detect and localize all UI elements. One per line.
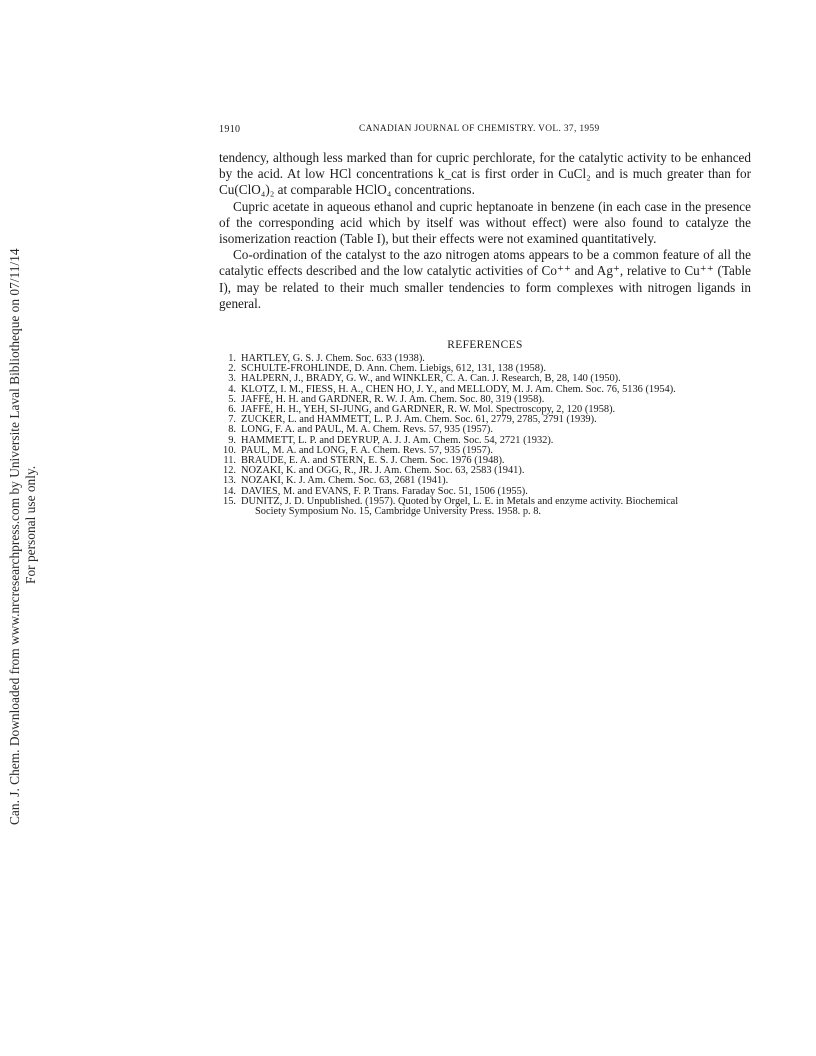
page-number: 1910 bbox=[219, 124, 241, 135]
body-text bbox=[219, 150, 751, 312]
download-notice: Can. J. Chem. Downloaded from www.nrcresearchpress.com by Universite Laval Bibliotheque on 07/11/14 bbox=[7, 248, 22, 825]
reference-item: 10. PAUL, M. A. and LONG, F. A. Chem. Revs. 57, 935 (1957). bbox=[223, 444, 493, 456]
personal-use-notice: For personal use only. bbox=[23, 465, 38, 584]
references-list bbox=[219, 354, 751, 517]
paragraph-continuation: tendency, although less marked than for cupric perchlorate, for the catalytic activity to be enhanced by the acid. At low HCl concentrations k_cat is first order in CuCl₂ and is much greater than for Cu(ClO₄)₂ at comparable HClO₄ concentrations. bbox=[219, 150, 751, 198]
reference-continuation: Society Symposium No. 15, Cambridge University Press. 1958. p. 8. bbox=[255, 506, 542, 518]
paragraph-cupric-acetate: Cupric acetate in aqueous ethanol and cupric heptanoate in benzene (in each case in the presence of the corresponding acid which by itself was without effect) were also found to catalyze the isomerization reaction (Table I), but their effects were not examined quantitatively. bbox=[219, 198, 751, 247]
reference-item: 11. BRAUDE, E. A. and STERN, E. S. J. Chem. Soc. 1976 (1948). bbox=[223, 455, 505, 467]
reference-item: 9. HAMMETT, L. P. and DEYRUP, A. J. J. Am. Chem. Soc. 54, 2721 (1932). bbox=[228, 434, 554, 446]
reference-item: 8. LONG, F. A. and PAUL, M. A. Chem. Revs. 57, 935 (1957). bbox=[228, 424, 493, 436]
reference-item: 6. JAFFÉ, H. H., YEH, SI-JUNG, and GARDNER, R. W. Mol. Spectroscopy, 2, 120 (1958). bbox=[228, 404, 616, 416]
reference-item: 2. SCHULTE-FROHLINDE, D. Ann. Chem. Liebigs, 612, 131, 138 (1958). bbox=[228, 363, 546, 375]
references-heading: REFERENCES bbox=[447, 339, 523, 351]
reference-item: 4. KLOTZ, I. M., FIESS, H. A., CHEN HO, J. Y., and MELLODY, M. J. Am. Chem. Soc. 76, 5136 (1954). bbox=[228, 383, 676, 395]
reference-item: 1. HARTLEY, G. S. J. Chem. Soc. 633 (1938). bbox=[228, 353, 425, 364]
reference-item: 3. HALPERN, J., BRADY, G. W., and WINKLER, C. A. Can. J. Research, B, 28, 140 (1950). bbox=[228, 373, 621, 385]
reference-item: 14. DAVIES, M. and EVANS, F. P. Trans. Faraday Soc. 51, 1506 (1955). bbox=[223, 485, 528, 497]
reference-item: 5. JAFFÉ, H. H. and GARDNER, R. W. J. Am. Chem. Soc. 80, 319 (1958). bbox=[228, 393, 545, 405]
paragraph-coordination: Co-ordination of the catalyst to the azo nitrogen atoms appears to be a common feature of all the catalytic effects described and the low catalytic activities of Co⁺⁺ and Ag⁺, relative to Cu⁺⁺ (Table I), may be related to their much smaller tendencies to form complexes with nitrogen ligands in general. bbox=[219, 247, 751, 311]
reference-item: 7. ZUCKER, L. and HAMMETT, L. P. J. Am. Chem. Soc. 61, 2779, 2785, 2791 (1939). bbox=[228, 414, 597, 426]
download-watermark bbox=[0, 240, 47, 825]
reference-item: 15. DUNITZ, J. D. Unpublished. (1957). Quoted by Orgel, L. E. in Metals and enzyme activity. Biochemical Society Symposium No. 15, Cambridge University Press. 1958. p. 8. bbox=[219, 497, 751, 517]
page-header bbox=[219, 124, 751, 138]
running-head: CANADIAN JOURNAL OF CHEMISTRY. VOL. 37, 1959 bbox=[359, 124, 600, 134]
reference-item: 13. NOZAKI, K. J. Am. Chem. Soc. 63, 2681 (1941). bbox=[223, 475, 449, 487]
reference-item: 12. NOZAKI, K. and OGG, R., JR. J. Am. Chem. Soc. 63, 2583 (1941). bbox=[223, 465, 525, 477]
